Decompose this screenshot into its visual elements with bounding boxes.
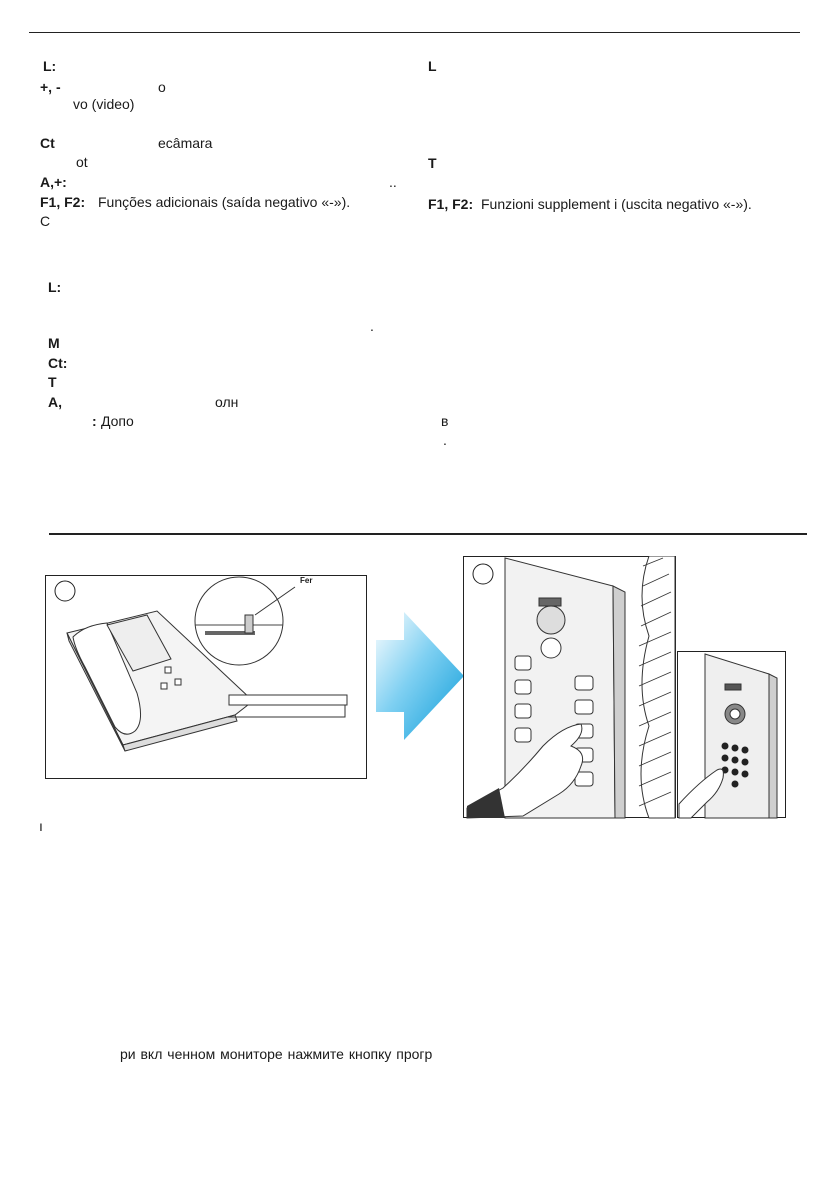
ru-a-label: A, xyxy=(48,394,62,410)
ru-oln-fragment: олн xyxy=(215,394,239,410)
ru-dot: . xyxy=(370,318,374,334)
ru-right-v: в xyxy=(441,413,449,429)
pt-o-fragment: o xyxy=(158,79,166,95)
pt-c-fragment: C xyxy=(40,213,51,229)
ru-right-dot: . xyxy=(443,432,447,448)
ru-dopo-fragment: Допо xyxy=(101,413,134,429)
pt-f1f2-label: F1, F2: xyxy=(40,194,86,210)
callout-label: Fer xyxy=(300,576,313,585)
pt-dots: .. xyxy=(389,174,397,190)
ru-m-label: M xyxy=(48,335,60,351)
it-l-label: L xyxy=(428,58,437,74)
small-mark: ı xyxy=(39,818,43,834)
ru-t-label: T xyxy=(48,374,57,390)
right-arrow xyxy=(374,610,466,740)
pt-a-plus-label: A,+: xyxy=(40,174,67,190)
pt-l-label: L: xyxy=(43,58,57,74)
ru-l-label: L: xyxy=(48,279,62,295)
ru-colon: : xyxy=(92,413,97,429)
instruction-text: ри вкл ченном мониторе нажмите кнопку прогр xyxy=(120,1046,433,1062)
it-f1f2-text: Funzioni supplement i (uscita negativo «-»). xyxy=(481,196,752,212)
pt-ct-label: Ct xyxy=(40,135,55,151)
section-rule xyxy=(49,533,807,535)
callout-zoom xyxy=(195,577,283,665)
pt-video-fragment: vo (video) xyxy=(73,96,135,112)
top-rule xyxy=(29,32,800,33)
it-f1f2-label: F1, F2: xyxy=(428,196,474,212)
pt-ecamara-fragment: ecâmara xyxy=(158,135,213,151)
it-t-label: T xyxy=(428,155,437,171)
door-panel-figure xyxy=(463,556,788,819)
pt-ot-fragment: ot xyxy=(76,154,88,170)
pt-f1f2-text: Funções adicionais (saída negativo «-»). xyxy=(98,194,351,210)
pt-plus-minus-label: +, - xyxy=(40,79,61,95)
monitor-figure xyxy=(45,575,368,780)
ru-ct-label: Ct: xyxy=(48,355,68,371)
